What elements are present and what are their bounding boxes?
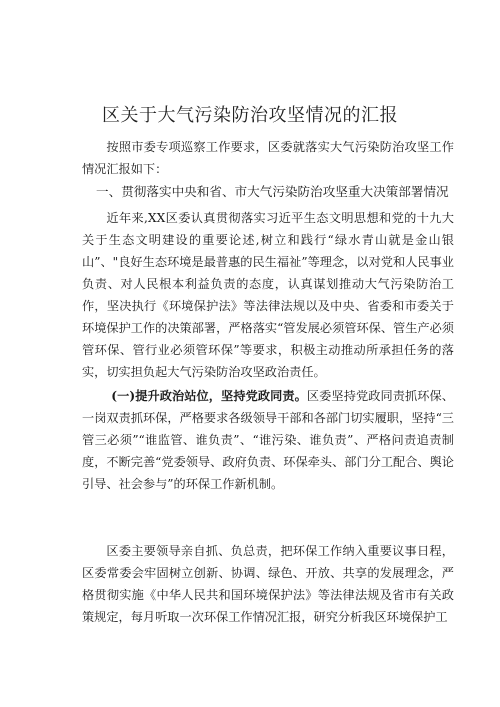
- intro-paragraph: 按照市委专项巡察工作要求，区委就落实大气污染防治攻坚工作情况汇报如下：: [82, 140, 454, 176]
- paragraph-2: [82, 385, 454, 495]
- paragraph-1: 近年来,XX区委认真贯彻落实习近平生态文明思想和党的十九大关于生态文明建设的重要论述,树立和践行“绿水青山就是金山银山”、"良好生态环境是最普惠的民生福祉”等理念，以对党和人民事业负责、对人民根本利益负责的态度，认真谋划推动大气污染防治工作，坚决执行《环境保护法》等法律法规以及中央、省委和市委关于环境保护工作的决策部署，严格落实“管发展必须管环保、管生产必须管环保、管行业必须管环保”等要求，积极主动推动所承担任务的落实，切实担负起大气污染防治攻坚政治责任。: [82, 211, 454, 379]
- paragraph-2-rest: 区委坚持党政同责抓环保、一岗双责抓环保，严格要求各级领导干部和各部门切实履职，坚持“三管三必须”“谁监管、谁负责”、“谁污染、谁负责”、严格问责追责制度，不断完善“党委领导、政府负责、环保牵头、部门分工配合、舆论引导、社会参与”的环保工作新机制。: [82, 389, 454, 491]
- paragraph-2-lead: (一)提升政治站位，坚持党政同责。: [111, 389, 307, 403]
- paragraph-3: 区委主要领导亲自抓、负总责，把环保工作纳入重要议事日程，区委常委会牢固树立创新、协调、绿色、开放、共享的发展理念，严格贯彻实施《中华人民共和国环境保护法》等法律法规及省市有关政策规定，每月听取一次环保工作情况汇报，研究分析我区环境保护工: [82, 544, 454, 624]
- section-heading-1: 一、贯彻落实中央和省、市大气污染防治攻坚重大决策部署情况: [96, 184, 449, 199]
- document-title: 区关于大气污染防治攻坚情况的汇报: [102, 105, 398, 126]
